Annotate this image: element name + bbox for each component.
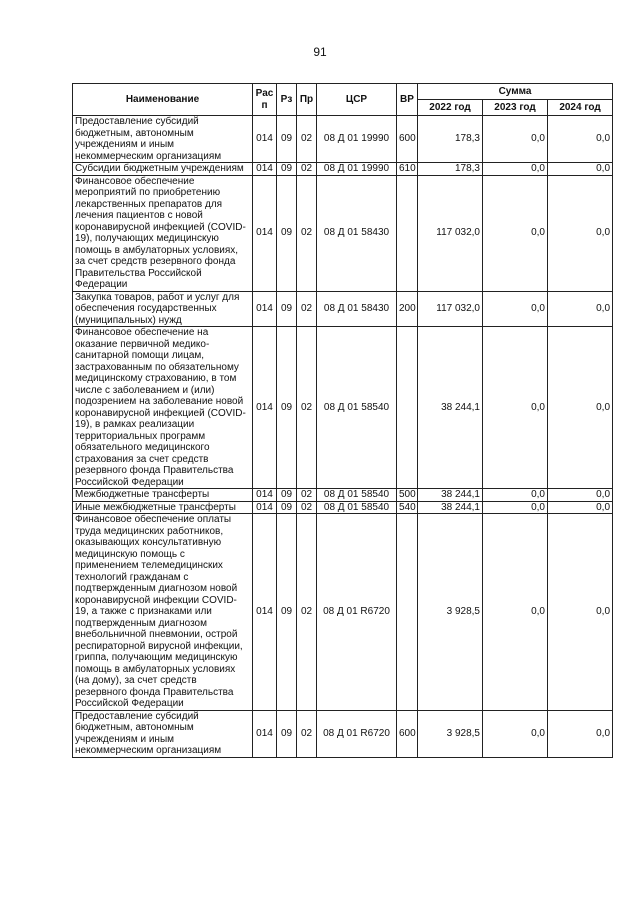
row-2023: 0,0 (483, 163, 548, 176)
budget-table (72, 83, 613, 758)
row-csr: 08 Д 01 R6720 (317, 710, 397, 757)
row-vr: 600 (397, 116, 418, 163)
table-row (73, 327, 613, 489)
row-2024: 0,0 (548, 163, 613, 176)
row-ras: 014 (253, 710, 277, 757)
header-rz: Рз (277, 84, 297, 116)
header-2023: 2023 год (483, 100, 548, 116)
row-rz: 09 (277, 291, 297, 327)
row-rz: 09 (277, 514, 297, 711)
table-row (73, 175, 613, 291)
row-2023: 0,0 (483, 327, 548, 489)
row-name: Закупка товаров, работ и услуг для обеспечения государственных (муниципальных) нужд (73, 291, 253, 327)
page-number: 91 (313, 45, 327, 59)
row-csr: 08 Д 01 58540 (317, 501, 397, 514)
row-2022: 117 032,0 (418, 175, 483, 291)
row-vr: 600 (397, 710, 418, 757)
row-2022: 117 032,0 (418, 291, 483, 327)
header-name: Наименование (73, 84, 253, 116)
row-2023: 0,0 (483, 116, 548, 163)
table-row (73, 501, 613, 514)
row-pr: 02 (297, 489, 317, 502)
row-name: Финансовое обеспечение оплаты труда медицинских работников, оказывающих консультативную медицинскую помощь с применением телемедицинских технологий гражданам с подтвержденным диагнозом новой коронавирусной инфекции COVID-19, а также с признаками или подтвержденным диагнозом внебольничной пневмонии, острой респираторной вирусной инфекции, гриппа, получающим медицинскую помощь в амбулаторных условиях (на дому), за счет средств резервного фонда Правительства Российской Федерации (73, 514, 253, 711)
row-rz: 09 (277, 163, 297, 176)
row-name: Иные межбюджетные трансферты (73, 501, 253, 514)
row-2023: 0,0 (483, 291, 548, 327)
table-row (73, 163, 613, 176)
row-2022: 38 244,1 (418, 489, 483, 502)
row-2022: 178,3 (418, 116, 483, 163)
row-rz: 09 (277, 175, 297, 291)
row-ras: 014 (253, 327, 277, 489)
row-2024: 0,0 (548, 327, 613, 489)
row-pr: 02 (297, 175, 317, 291)
row-2022: 38 244,1 (418, 501, 483, 514)
header-vr: ВР (397, 84, 418, 116)
row-csr: 08 Д 01 19990 (317, 116, 397, 163)
header-ras: Рас п (253, 84, 277, 116)
row-csr: 08 Д 01 58540 (317, 327, 397, 489)
row-2024: 0,0 (548, 175, 613, 291)
header-pr: Пр (297, 84, 317, 116)
row-ras: 014 (253, 489, 277, 502)
row-ras: 014 (253, 291, 277, 327)
table-row (73, 116, 613, 163)
row-name: Предоставление субсидий бюджетным, автономным учреждениям и иным некоммерческим организациям (73, 710, 253, 757)
row-2024: 0,0 (548, 116, 613, 163)
row-2023: 0,0 (483, 175, 548, 291)
header-csr: ЦСР (317, 84, 397, 116)
row-2024: 0,0 (548, 514, 613, 711)
row-pr: 02 (297, 514, 317, 711)
row-pr: 02 (297, 501, 317, 514)
row-2024: 0,0 (548, 501, 613, 514)
row-pr: 02 (297, 116, 317, 163)
row-2023: 0,0 (483, 710, 548, 757)
table-row (73, 710, 613, 757)
header-2024: 2024 год (548, 100, 613, 116)
row-rz: 09 (277, 489, 297, 502)
header-sum: Сумма (418, 84, 613, 100)
row-name: Предоставление субсидий бюджетным, автономным учреждениям и иным некоммерческим организациям (73, 116, 253, 163)
row-name: Межбюджетные трансферты (73, 489, 253, 502)
row-ras: 014 (253, 163, 277, 176)
row-ras: 014 (253, 175, 277, 291)
row-2022: 178,3 (418, 163, 483, 176)
row-vr (397, 175, 418, 291)
row-csr: 08 Д 01 R6720 (317, 514, 397, 711)
row-2022: 3 928,5 (418, 710, 483, 757)
row-pr: 02 (297, 710, 317, 757)
row-pr: 02 (297, 327, 317, 489)
row-name: Финансовое обеспечение мероприятий по приобретению лекарственных препаратов для лечения пациентов с новой коронавирусной инфекцией (COVID-19), получающих медицинскую помощь в амбулаторных условиях, за счет средств резервного фонда Правительства Российской Федерации (73, 175, 253, 291)
row-vr (397, 514, 418, 711)
row-2024: 0,0 (548, 489, 613, 502)
row-pr: 02 (297, 291, 317, 327)
row-csr: 08 Д 01 58430 (317, 291, 397, 327)
row-rz: 09 (277, 710, 297, 757)
row-vr: 500 (397, 489, 418, 502)
header-2022: 2022 год (418, 100, 483, 116)
row-vr: 200 (397, 291, 418, 327)
row-2022: 38 244,1 (418, 327, 483, 489)
row-csr: 08 Д 01 19990 (317, 163, 397, 176)
table-row (73, 291, 613, 327)
header-row (73, 84, 613, 100)
row-rz: 09 (277, 327, 297, 489)
row-vr: 540 (397, 501, 418, 514)
row-ras: 014 (253, 501, 277, 514)
table-row (73, 489, 613, 502)
row-pr: 02 (297, 163, 317, 176)
row-name: Субсидии бюджетным учреждениям (73, 163, 253, 176)
row-vr: 610 (397, 163, 418, 176)
row-name: Финансовое обеспечение на оказание первичной медико-санитарной помощи лицам, застрахованным по обязательному медицинскому страхованию, в том числе с заболеванием и (или) подозрением на заболевание новой коронавирусной инфекцией (COVID-19), в рамках реализации территориальных программ обязательного медицинского страхования за счет средств резервного фонда Правительства Российской Федерации (73, 327, 253, 489)
row-rz: 09 (277, 501, 297, 514)
row-rz: 09 (277, 116, 297, 163)
row-csr: 08 Д 01 58540 (317, 489, 397, 502)
row-2024: 0,0 (548, 291, 613, 327)
table-row (73, 514, 613, 711)
row-ras: 014 (253, 514, 277, 711)
row-vr (397, 327, 418, 489)
row-csr: 08 Д 01 58430 (317, 175, 397, 291)
row-2023: 0,0 (483, 514, 548, 711)
row-2023: 0,0 (483, 489, 548, 502)
row-2023: 0,0 (483, 501, 548, 514)
row-ras: 014 (253, 116, 277, 163)
row-2024: 0,0 (548, 710, 613, 757)
row-2022: 3 928,5 (418, 514, 483, 711)
